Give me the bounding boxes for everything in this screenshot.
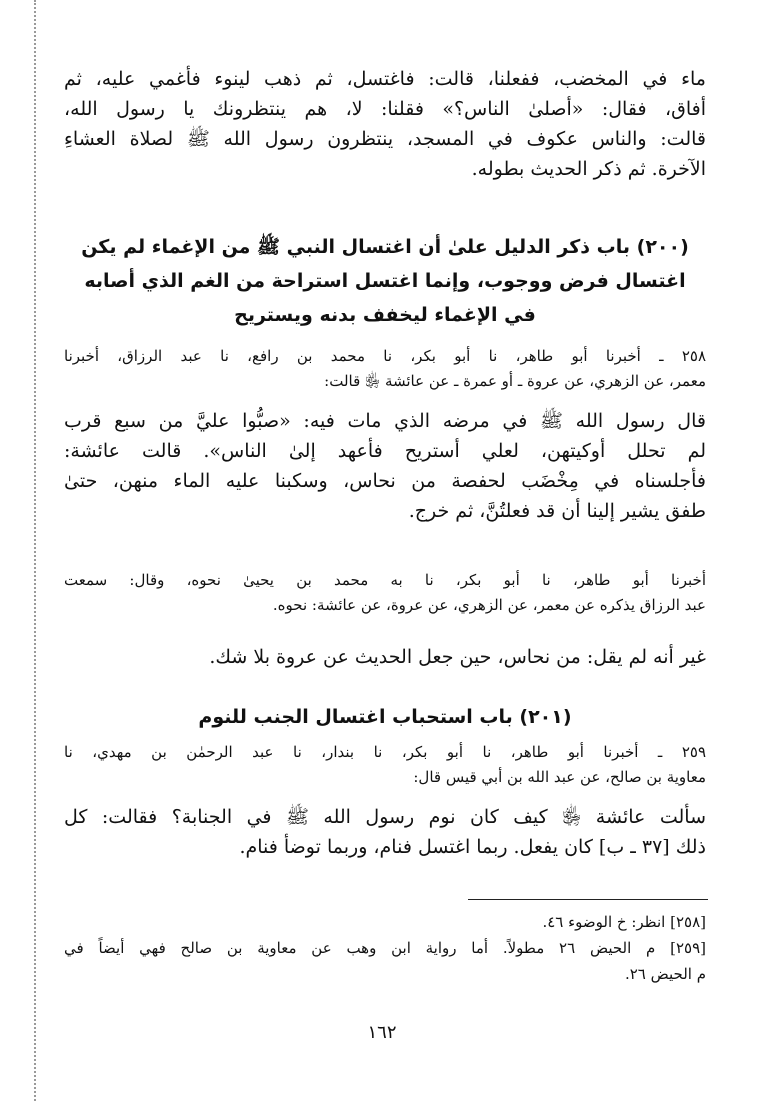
text-line: لم تحلل أوكيتهن، لعلي أستريح فأعهد إلىٰ الناس». قالت عائشة:: [64, 440, 706, 462]
chapter-200-heading: [64, 230, 706, 332]
hadith-258-alt-chain: [64, 568, 706, 618]
footnote: [٢٥٨] انظر: خ الوضوء ٤٦.: [542, 913, 706, 931]
text-line: معمر، عن الزهري، عن عروة ـ أو عمرة ـ عن عائشة ﵂ قالت:: [324, 372, 706, 390]
footnote-separator: [468, 899, 708, 900]
heading-line: اغتسال فرض ووجوب، وإنما اغتسل استراحة من الغم الذي أصابه: [84, 270, 686, 292]
hadith-258-matn: [64, 406, 706, 526]
text-line: ماء في المخضب، ففعلنا، قالت: فاغتسل، ثم ذهب لينوء فأغمي عليه، ثم: [64, 68, 706, 90]
text-line: ذلك [٣٧ ـ ب] كان يفعل. ربما اغتسل فنام، وربما توضأ فنام.: [239, 836, 706, 858]
heading-line: (٢٠٠) باب ذكر الدليل علىٰ أن اغتسال النبي ﷺ من الإغماء لم يكن: [81, 236, 689, 258]
text-line: ٢٥٩ ـ أخبرنا أبو طاهر، نا أبو بكر، نا بندار، نا عبد الرحمٰن بن مهدي، نا: [64, 743, 706, 761]
heading-line: في الإغماء ليخفف بدنه ويستريح: [234, 304, 536, 326]
text-line: ٢٥٨ ـ أخبرنا أبو طاهر، نا أبو بكر، نا محمد بن رافع، نا عبد الرزاق، أخبرنا: [64, 347, 706, 365]
hadith-259-matn: [64, 802, 706, 862]
footnotes: [64, 909, 706, 987]
text-line: أخبرنا أبو طاهر، نا أبو بكر، نا به محمد بن يحيىٰ نحوه، وقال: سمعت: [64, 571, 706, 589]
page-number: ١٦٢: [367, 1022, 397, 1043]
text-line: قال رسول الله ﷺ في مرضه الذي مات فيه: «صبُّوا عليَّ من سبع قرب: [64, 410, 706, 432]
text-line: طفق يشير إلينا أن قد فعلتُنَّ، ثم خرج.: [408, 500, 706, 522]
text-line: أفاق، فقال: «أصلىٰ الناس؟» فقلنا: لا، هم ينتظرونك يا رسول الله،: [64, 98, 706, 120]
text-line: قالت: والناس عكوف في المسجد، ينتظرون رسول الله ﷺ لصلاة العشاءِ: [64, 128, 706, 150]
text-line: عبد الرزاق يذكره عن معمر، عن الزهري، عن عروة، عن عائشة: نحوه.: [272, 596, 706, 614]
text-line: معاوية بن صالح، عن عبد الله بن أبي قيس قال:: [413, 768, 706, 786]
text-line: غير أنه لم يقل: من نحاس، حين جعل الحديث عن عروة بلا شك.: [209, 646, 706, 668]
heading-line: (٢٠١) باب استحباب اغتسال الجنب للنوم: [198, 706, 572, 728]
text-line: فأجلسناه في مِخْضَب لحفصة من نحاس، وسكبنا عليه الماء منهن، حتىٰ: [64, 470, 706, 492]
text-line: سألت عائشة ﵂ كيف كان نوم رسول الله ﷺ في الجنابة؟ فقالت: كل: [64, 806, 706, 828]
hadith-258-isnad: [64, 344, 706, 394]
text-line: الآخرة. ثم ذكر الحديث بطوله.: [471, 158, 706, 180]
footnote: [٢٥٩] م الحيض ٢٦ مطولاً. أما رواية ابن وهب عن معاوية بن صالح فهي أيضاً في: [64, 939, 706, 957]
hadith-258-note: [64, 642, 706, 672]
footnote: م الحيض ٢٦.: [624, 965, 706, 983]
hadith-259-isnad: [64, 740, 706, 790]
chapter-201-heading: [64, 700, 706, 734]
top-paragraph: [64, 64, 706, 184]
binding-dotted-line: [34, 0, 36, 1101]
